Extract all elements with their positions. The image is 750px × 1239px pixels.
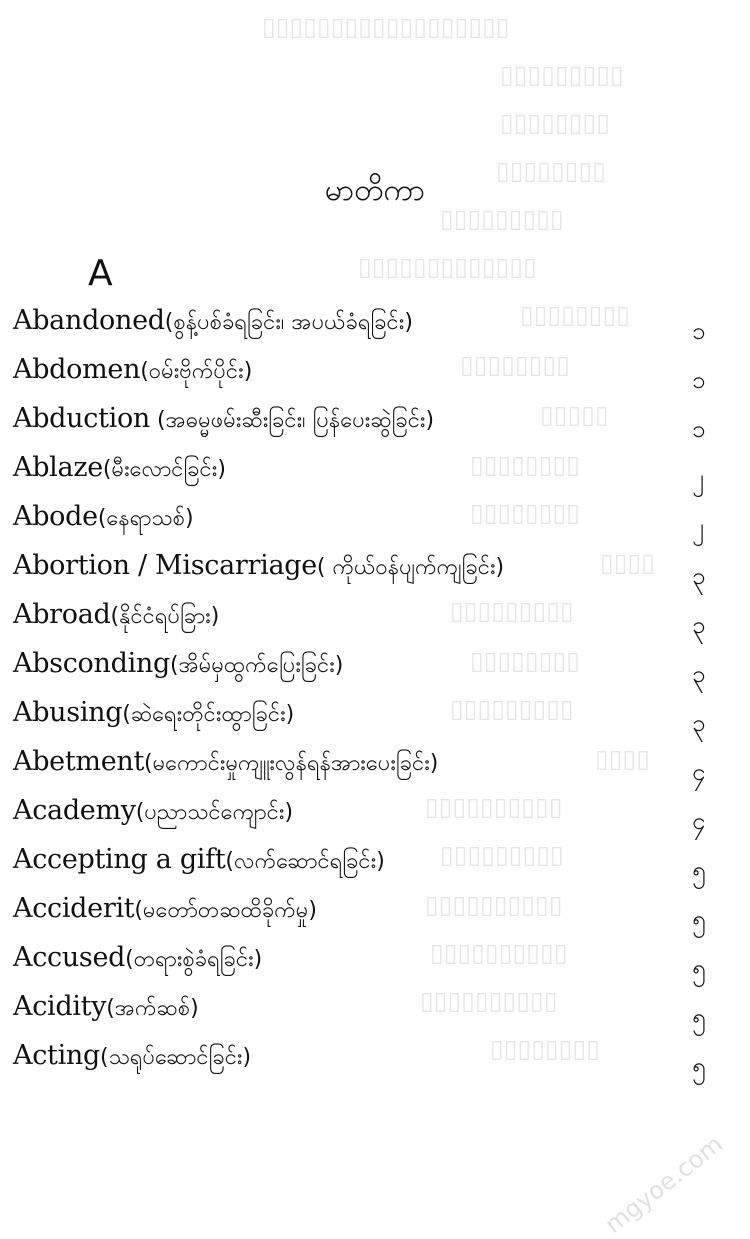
entry-gloss: (အိမ်မှထွက်ပြေးခြင်း) [170, 653, 344, 678]
toc-entry[interactable] [0, 1040, 750, 1089]
entry-term: Abetment [13, 746, 145, 777]
toc-entry[interactable] [0, 599, 750, 648]
toc-entry[interactable] [0, 991, 750, 1040]
entry-term: Abusing [13, 697, 123, 728]
entry-term: Acciderit [13, 893, 135, 924]
entry-term: Absconding [13, 648, 170, 679]
entry-term: Abduction [13, 403, 151, 434]
watermark: mgyoe.com [599, 1129, 728, 1239]
entry-gloss: ( ကိုယ်ဝန်ပျက်ကျခြင်း) [316, 555, 505, 580]
entry-page-number: ၁ [692, 317, 706, 345]
toc-entry[interactable] [0, 795, 750, 844]
entry-term: Accepting a gift [13, 844, 226, 875]
entry-page-number: ၃ [692, 709, 706, 737]
toc-entry[interactable] [0, 550, 750, 599]
entry-gloss: (တရားစွဲခံရခြင်း) [125, 947, 263, 972]
entry-gloss: (အဓမ္မဖမ်းဆီးခြင်း၊ ပြန်ပေးဆွဲခြင်း) [150, 408, 435, 433]
entry-gloss: (နိုင်ငံရပ်ခြား) [110, 604, 220, 629]
entry-page-number: ၅ [692, 1003, 706, 1031]
section-letter: A [88, 253, 113, 294]
toc-entry[interactable] [0, 305, 750, 354]
toc-entry[interactable] [0, 893, 750, 942]
entry-gloss: (ဆဲရေးတိုင်းထွာခြင်း) [122, 702, 295, 727]
toc-entry[interactable] [0, 648, 750, 697]
entry-gloss: (နေရာသစ်) [97, 506, 194, 531]
toc-entry[interactable] [0, 844, 750, 893]
entry-term: Accused [13, 942, 126, 973]
entry-term: Abandoned [13, 305, 165, 336]
entry-page-number: ၅ [692, 905, 706, 933]
entry-page-number: ၃ [692, 660, 706, 688]
entry-page-number: ၅ [692, 856, 706, 884]
entry-page-number: ၅ [692, 1052, 706, 1080]
toc-entries [0, 305, 750, 1089]
entry-gloss: (မီးလောင်ခြင်း) [102, 457, 226, 482]
entry-page-number: ၂ [692, 464, 704, 492]
entry-term: Academy [13, 795, 136, 826]
toc-entry[interactable] [0, 452, 750, 501]
entry-gloss: (အက်ဆစ်) [106, 996, 199, 1021]
show-through-background: ▯▯▯▯▯▯▯▯▯▯▯▯▯▯▯▯▯▯ ▯▯▯▯▯▯▯▯▯ ▯▯▯▯▯▯▯▯ ▯▯▯▯▯▯▯▯ ▯▯▯▯▯▯▯▯▯ ▯▯▯▯▯▯▯▯▯▯▯▯▯ ▯▯▯▯▯▯▯▯ ▯▯▯▯▯▯▯▯ ▯▯▯▯▯ ▯▯▯▯▯▯▯▯ ▯▯▯▯▯▯▯▯ ▯▯▯▯ ▯▯▯▯▯▯▯▯▯ ▯▯▯▯▯▯▯▯ ▯▯▯▯▯▯▯▯▯ ▯▯▯▯ ▯▯▯▯▯▯▯▯▯▯ ▯▯▯▯▯▯▯▯▯ ▯▯▯▯▯▯▯▯▯▯ ▯▯▯▯▯▯▯▯▯▯ ▯▯▯▯▯▯▯▯▯▯ ▯▯▯▯▯▯▯▯ [262, 12, 656, 1063]
entry-term: Acting [13, 1040, 100, 1071]
entry-page-number: ၃ [692, 562, 706, 590]
entry-page-number: ၁ [692, 415, 706, 443]
toc-entry[interactable] [0, 697, 750, 746]
toc-entry[interactable] [0, 354, 750, 403]
toc-entry[interactable] [0, 746, 750, 795]
entry-gloss: (လက်ဆောင်ရခြင်း) [225, 849, 385, 874]
entry-gloss: (ဝမ်းဗိုက်ပိုင်း) [140, 359, 253, 384]
entry-gloss: (မတော်တဆထိခိုက်မှု) [134, 898, 317, 923]
entry-page-number: ၁ [692, 366, 706, 394]
toc-entry[interactable] [0, 942, 750, 991]
entry-gloss: (ပညာသင်ကျောင်း) [135, 800, 294, 825]
entry-page-number: ၄ [692, 758, 706, 786]
entry-page-number: ၅ [692, 954, 706, 982]
entry-term: Abortion / Miscarriage [13, 550, 317, 581]
page-title: မာတိကာ [324, 173, 426, 208]
entry-term: Abode [13, 501, 98, 532]
entry-term: Acidity [13, 991, 107, 1022]
entry-term: Abdomen [13, 354, 141, 385]
entry-term: Abroad [13, 599, 111, 630]
toc-entry[interactable] [0, 403, 750, 452]
entry-gloss: (သရုပ်ဆောင်ခြင်း) [99, 1045, 252, 1070]
entry-page-number: ၄ [692, 807, 706, 835]
entry-page-number: ၃ [692, 611, 706, 639]
toc-entry[interactable] [0, 501, 750, 550]
entry-gloss: (မကောင်းမှုကျူးလွန်ရန်အားပေးခြင်း) [144, 751, 439, 776]
entry-term: Ablaze [13, 452, 103, 483]
entry-page-number: ၂ [692, 513, 704, 541]
entry-gloss: (စွန့်ပစ်ခံရခြင်း၊ အပယ်ခံရခြင်း) [164, 310, 413, 335]
